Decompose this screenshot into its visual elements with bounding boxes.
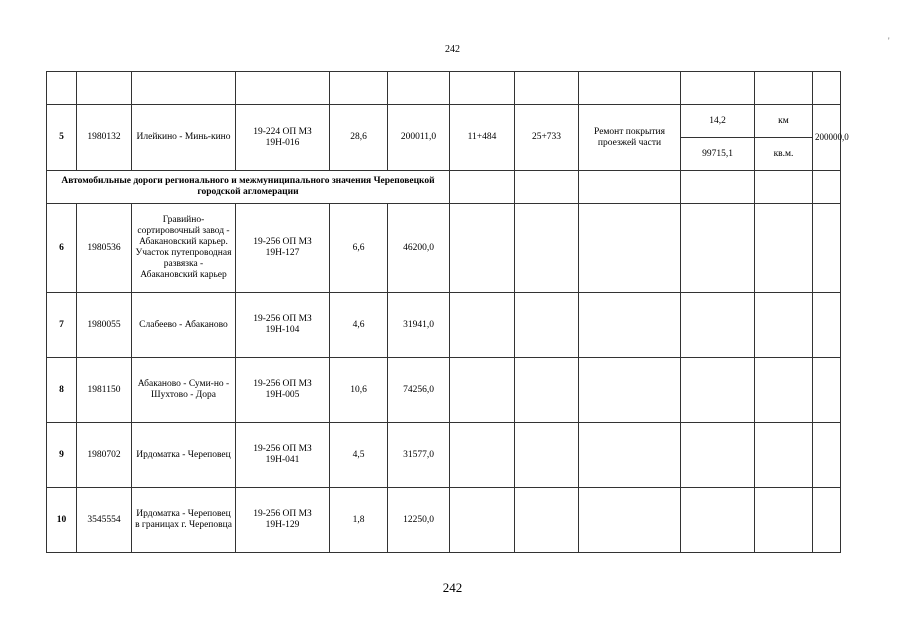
roads-table <box>46 71 849 553</box>
row-road-id: 19-224 ОП МЗ 19Н-016 <box>236 105 330 171</box>
row-num: 9 <box>47 423 77 488</box>
row-cost: 31577,0 <box>388 423 450 488</box>
row-code: 1980055 <box>77 293 132 358</box>
row-road-id: 19-256 ОП МЗ 19Н-129 <box>236 488 330 553</box>
table-row <box>47 293 841 358</box>
row-code: 1981150 <box>77 358 132 423</box>
section-header-row <box>47 171 841 204</box>
row-num: 8 <box>47 358 77 423</box>
row-road-id: 19-256 ОП МЗ 19Н-104 <box>236 293 330 358</box>
row-cost: 74256,0 <box>388 358 450 423</box>
row-length: 28,6 <box>330 105 388 171</box>
row-cost: 31941,0 <box>388 293 450 358</box>
row-length: 10,6 <box>330 358 388 423</box>
row-num: 10 <box>47 488 77 553</box>
row-cost: 200011,0 <box>388 105 450 171</box>
row-unit-km: км <box>755 105 813 138</box>
row-num: 7 <box>47 293 77 358</box>
page-number-top: 242 <box>445 44 460 55</box>
table-row <box>47 358 841 423</box>
page-number-bottom: 242 <box>442 580 463 595</box>
row-road-id: 19-256 ОП МЗ 19Н-127 <box>236 204 330 293</box>
table-row <box>47 204 841 293</box>
row-length: 1,8 <box>330 488 388 553</box>
row-start-km: 11+484 <box>450 105 515 171</box>
table-row-5 <box>47 105 841 138</box>
table-row <box>47 488 841 553</box>
row-sum: 200000,0 <box>813 105 841 171</box>
row-length: 4,5 <box>330 423 388 488</box>
row-road-id: 19-256 ОП МЗ 19Н-005 <box>236 358 330 423</box>
row-unit-sqm: кв.м. <box>755 138 813 171</box>
row-end-km: 25+733 <box>515 105 579 171</box>
row-length: 4,6 <box>330 293 388 358</box>
header-row-empty <box>47 72 841 105</box>
row-qty-km: 14,2 <box>681 105 755 138</box>
row-code: 1980132 <box>77 105 132 171</box>
row-road-name: Илейкино - Минь-кино <box>132 105 236 171</box>
stray-mark: ' <box>888 36 890 46</box>
row-road-name: Гравийно-сортировочный завод - Абакановский карьер. Участок путепроводная развязка - Абакановский карьер <box>132 204 236 293</box>
row-road-name: Ирдоматка - Череповец <box>132 423 236 488</box>
row-num: 6 <box>47 204 77 293</box>
row-road-name: Абаканово - Суми-но - Шухтово - Дора <box>132 358 236 423</box>
row-road-id: 19-256 ОП МЗ 19Н-041 <box>236 423 330 488</box>
row-cost: 12250,0 <box>388 488 450 553</box>
row-code: 3545554 <box>77 488 132 553</box>
row-num: 5 <box>47 105 77 171</box>
row-road-name: Слабеево - Абаканово <box>132 293 236 358</box>
row-work-type: Ремонт покрытия проезжей части <box>579 105 681 171</box>
row-length: 6,6 <box>330 204 388 293</box>
section-title: Автомобильные дороги регионального и межмуниципального значения Череповецкой городской агломерации <box>47 171 450 204</box>
row-road-name: Ирдоматка - Череповец в границах г. Череповца <box>132 488 236 553</box>
row-cost: 46200,0 <box>388 204 450 293</box>
row-code: 1980536 <box>77 204 132 293</box>
table-row <box>47 423 841 488</box>
row-qty-sqm: 99715,1 <box>681 138 755 171</box>
row-code: 1980702 <box>77 423 132 488</box>
